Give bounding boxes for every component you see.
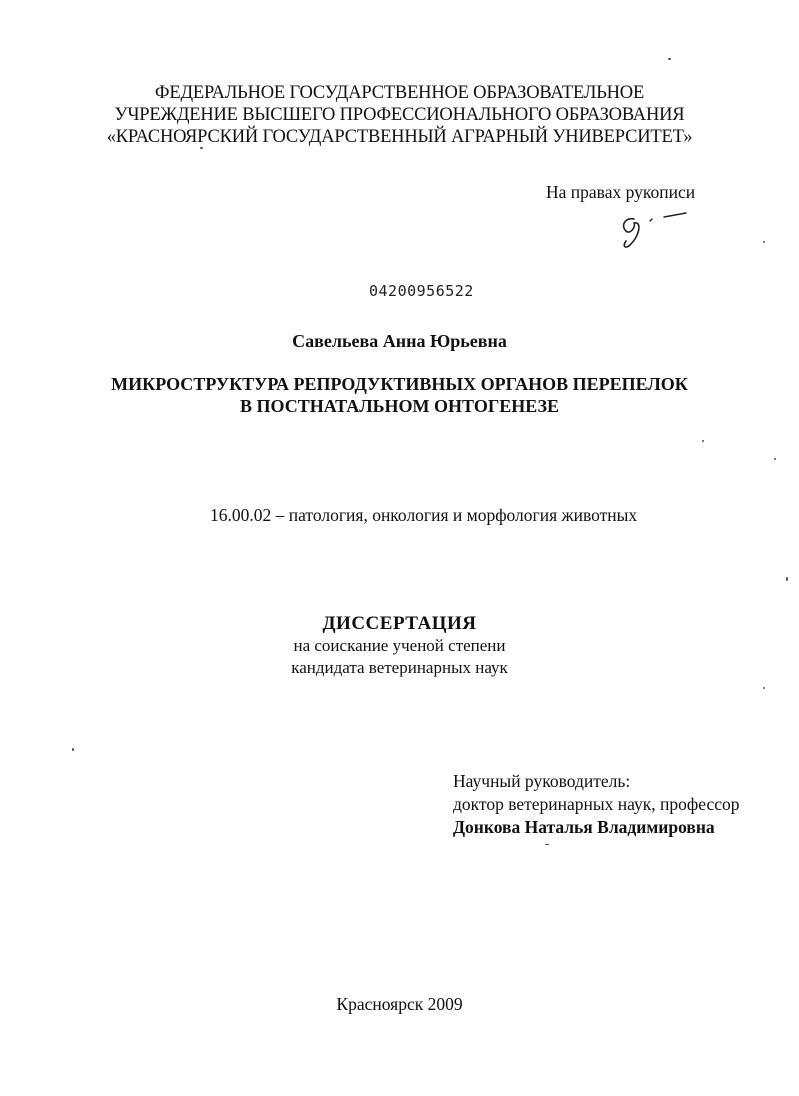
scan-speck [763,241,765,243]
document-number: 04200956522 [369,282,474,300]
scan-speck [774,458,776,460]
degree-line-1: на соискание ученой степени [293,636,506,655]
specialty-code: 16.00.02 – патология, онкология и морфология животных [210,505,638,525]
title-line-1: МИКРОСТРУКТУРА РЕПРОДУКТИВНЫХ ОРГАНОВ ПЕРЕПЕЛОК [111,374,688,394]
scan-speck [786,577,788,581]
dissertation-title [0,373,799,417]
title-line-2: В ПОСТНАТАЛЬНОМ ОНТОГЕНЕЗЕ [239,396,560,416]
author-name: Савельева Анна Юрьевна [292,331,507,351]
manuscript-note: На правах рукописи [546,182,696,202]
institution-line-1: ФЕДЕРАЛЬНОЕ ГОСУДАРСТВЕННОЕ ОБРАЗОВАТЕЛЬНОЕ [154,83,645,103]
scan-speck [763,687,765,689]
supervisor-degree: доктор ветеринарных наук, профессор [453,794,740,814]
scan-speck [668,58,671,60]
supervisor-block [453,770,740,839]
degree-line-2: кандидата ветеринарных наук [291,658,508,677]
supervisor-label: Научный руководитель: [453,771,631,791]
handwritten-signature [612,205,692,255]
institution-header [0,82,799,148]
dissertation-type [0,613,799,679]
scan-speck [200,147,203,149]
supervisor-name: Донкова Наталья Владимировна [453,817,715,837]
scan-speck [702,440,704,442]
city-year: Красноярск 2009 [336,994,463,1014]
institution-line-3: «КРАСНОЯРСКИЙ ГОСУДАРСТВЕННЫЙ АГРАРНЫЙ УНИВЕРСИТЕТ» [106,127,693,147]
scan-speck [545,844,549,845]
dissertation-heading: ДИССЕРТАЦИЯ [322,613,477,634]
scan-speck [72,748,74,751]
institution-line-2: УЧРЕЖДЕНИЕ ВЫСШЕГО ПРОФЕССИОНАЛЬНОГО ОБРАЗОВАНИЯ [114,105,685,125]
